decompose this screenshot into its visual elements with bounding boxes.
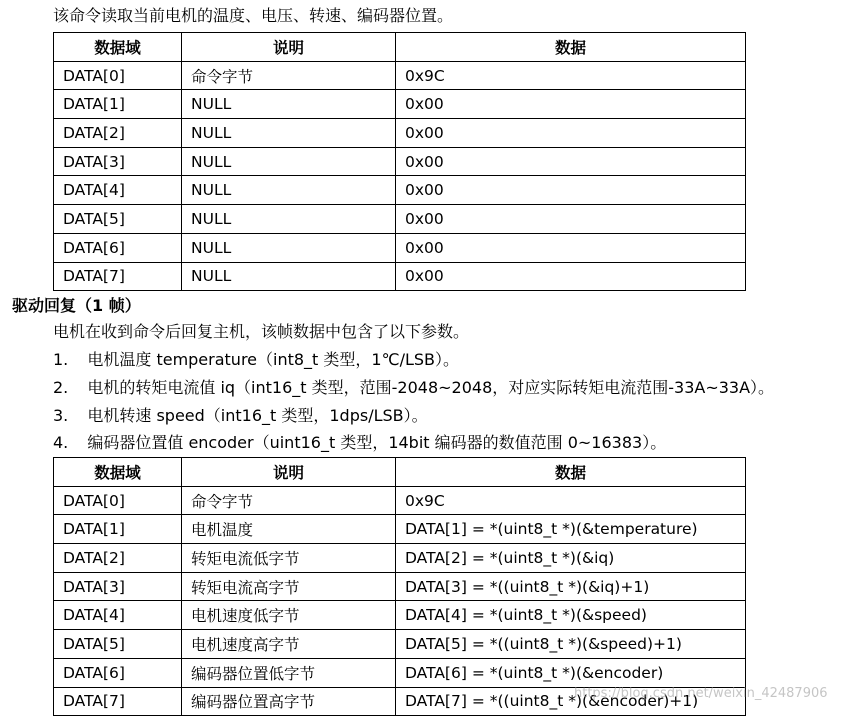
intro-text: 该命令读取当前电机的温度、电压、转速、编码器位置。: [53, 6, 454, 25]
table-row: [54, 658, 746, 687]
data-value-cell: DATA[7] = *((uint8_t *)(&encoder)+1): [396, 687, 746, 716]
data-value-cell: 0x00: [396, 262, 746, 291]
data-field-cell: DATA[3]: [54, 147, 182, 176]
data-value-cell: 0x9C: [396, 61, 746, 90]
description-cell: NULL: [182, 147, 396, 176]
description-cell: NULL: [182, 90, 396, 119]
reply-heading: 驱动回复（1 帧）: [12, 296, 141, 315]
reply-table: [53, 457, 746, 716]
param-number: 3.: [53, 406, 69, 425]
data-value-cell: 0x00: [396, 119, 746, 148]
param-item: [53, 433, 666, 453]
description-cell: 命令字节: [182, 61, 396, 90]
data-value-cell: DATA[4] = *(uint8_t *)(&speed): [396, 601, 746, 630]
table-row: [54, 61, 746, 90]
command-table: [53, 32, 746, 291]
data-field-cell: DATA[1]: [54, 515, 182, 544]
param-number: 4.: [53, 433, 69, 452]
param-text: 电机的转矩电流值 iq（int16_t 类型，范围-2048~2048，对应实际转矩电流范围-33A~33A）。: [87, 378, 775, 397]
description-cell: 转矩电流低字节: [182, 544, 396, 573]
table-row: [54, 147, 746, 176]
data-field-cell: DATA[1]: [54, 90, 182, 119]
table-row: [54, 515, 746, 544]
data-value-cell: 0x9C: [396, 486, 746, 515]
column-header: 说明: [182, 458, 396, 487]
param-item: [53, 406, 428, 426]
data-field-cell: DATA[2]: [54, 119, 182, 148]
data-field-cell: DATA[0]: [54, 61, 182, 90]
description-cell: NULL: [182, 262, 396, 291]
description-cell: NULL: [182, 176, 396, 205]
param-number: 1.: [53, 350, 69, 369]
table-row: [54, 90, 746, 119]
param-item: [53, 378, 774, 398]
description-cell: NULL: [182, 233, 396, 262]
param-text: 电机温度 temperature（int8_t 类型，1℃/LSB）。: [87, 350, 460, 369]
data-value-cell: 0x00: [396, 233, 746, 262]
data-field-cell: DATA[7]: [54, 262, 182, 291]
data-field-cell: DATA[0]: [54, 486, 182, 515]
data-field-cell: DATA[7]: [54, 687, 182, 716]
description-cell: 转矩电流高字节: [182, 572, 396, 601]
data-value-cell: DATA[1] = *(uint8_t *)(&temperature): [396, 515, 746, 544]
table-header-row: [54, 33, 746, 62]
table-row: [54, 572, 746, 601]
table-row: [54, 119, 746, 148]
table-header-row: [54, 458, 746, 487]
description-cell: NULL: [182, 205, 396, 234]
data-field-cell: DATA[5]: [54, 630, 182, 659]
reply-description: 电机在收到命令后回复主机，该帧数据中包含了以下参数。: [53, 322, 470, 341]
data-value-cell: DATA[2] = *(uint8_t *)(&iq): [396, 544, 746, 573]
description-cell: 编码器位置低字节: [182, 658, 396, 687]
data-value-cell: DATA[5] = *((uint8_t *)(&speed)+1): [396, 630, 746, 659]
data-value-cell: 0x00: [396, 176, 746, 205]
data-field-cell: DATA[6]: [54, 658, 182, 687]
table-row: [54, 544, 746, 573]
description-cell: 电机温度: [182, 515, 396, 544]
data-field-cell: DATA[4]: [54, 601, 182, 630]
column-header: 数据: [396, 33, 746, 62]
description-cell: 电机速度低字节: [182, 601, 396, 630]
data-field-cell: DATA[6]: [54, 233, 182, 262]
description-cell: 电机速度高字节: [182, 630, 396, 659]
param-text: 电机转速 speed（int16_t 类型，1dps/LSB）。: [87, 406, 428, 425]
data-field-cell: DATA[4]: [54, 176, 182, 205]
param-number: 2.: [53, 378, 69, 397]
column-header: 数据: [396, 458, 746, 487]
table-row: [54, 262, 746, 291]
data-field-cell: DATA[3]: [54, 572, 182, 601]
data-value-cell: 0x00: [396, 147, 746, 176]
data-value-cell: DATA[3] = *((uint8_t *)(&iq)+1): [396, 572, 746, 601]
data-value-cell: DATA[6] = *(uint8_t *)(&encoder): [396, 658, 746, 687]
data-field-cell: DATA[5]: [54, 205, 182, 234]
param-item: [53, 350, 459, 370]
column-header: 数据域: [54, 33, 182, 62]
column-header: 数据域: [54, 458, 182, 487]
data-value-cell: 0x00: [396, 90, 746, 119]
table-row: [54, 233, 746, 262]
table-row: [54, 486, 746, 515]
table-row: [54, 176, 746, 205]
data-value-cell: 0x00: [396, 205, 746, 234]
table-row: [54, 601, 746, 630]
data-field-cell: DATA[2]: [54, 544, 182, 573]
column-header: 说明: [182, 33, 396, 62]
watermark: https://blog.csdn.net/weixin_42487906: [574, 686, 828, 701]
param-text: 编码器位置值 encoder（uint16_t 类型，14bit 编码器的数值范围 0~16383）。: [87, 433, 667, 452]
description-cell: 编码器位置高字节: [182, 687, 396, 716]
description-cell: 命令字节: [182, 486, 396, 515]
table-row: [54, 630, 746, 659]
table-row: [54, 205, 746, 234]
description-cell: NULL: [182, 119, 396, 148]
